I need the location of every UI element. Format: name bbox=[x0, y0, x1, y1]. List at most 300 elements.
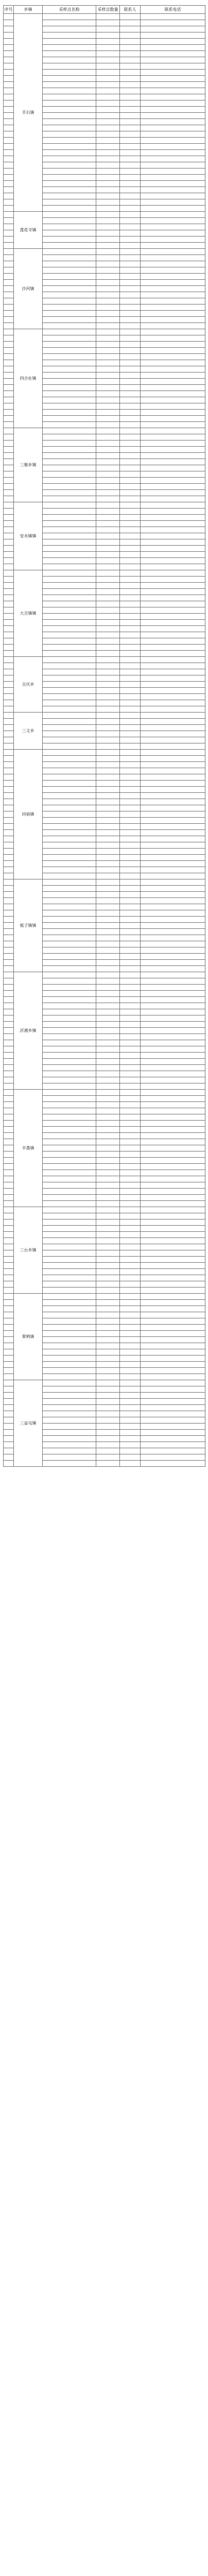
site-count-cell bbox=[96, 1034, 120, 1040]
phone-cell bbox=[141, 1127, 205, 1133]
row-index-cell bbox=[4, 1386, 14, 1393]
town-cell: 吉庆乡 bbox=[14, 657, 43, 713]
phone-cell bbox=[141, 570, 205, 577]
contact-cell bbox=[120, 793, 141, 799]
contact-cell bbox=[120, 1133, 141, 1139]
phone-cell bbox=[141, 230, 205, 236]
site-count-cell bbox=[96, 799, 120, 805]
table-row bbox=[4, 212, 205, 218]
phone-cell bbox=[141, 478, 205, 484]
site-count-cell bbox=[96, 879, 120, 886]
phone-cell bbox=[141, 379, 205, 385]
site-count-cell bbox=[96, 317, 120, 323]
phone-cell bbox=[141, 1331, 205, 1337]
site-name-cell bbox=[43, 206, 96, 212]
row-index-cell bbox=[4, 805, 14, 811]
site-name-cell bbox=[43, 434, 96, 440]
phone-cell bbox=[141, 1430, 205, 1436]
contact-cell bbox=[120, 620, 141, 626]
site-count-cell bbox=[96, 1121, 120, 1127]
site-count-cell bbox=[96, 1454, 120, 1461]
site-count-cell bbox=[96, 533, 120, 539]
site-name-cell bbox=[43, 713, 96, 719]
site-name-cell bbox=[43, 280, 96, 286]
phone-cell bbox=[141, 904, 205, 910]
contact-cell bbox=[120, 1170, 141, 1176]
site-name-cell bbox=[43, 317, 96, 323]
row-index-cell bbox=[4, 539, 14, 546]
site-count-cell bbox=[96, 1219, 120, 1226]
phone-cell bbox=[141, 496, 205, 502]
contact-cell bbox=[120, 577, 141, 583]
site-name-cell bbox=[43, 706, 96, 713]
row-index-cell bbox=[4, 700, 14, 706]
phone-cell bbox=[141, 978, 205, 985]
phone-cell bbox=[141, 700, 205, 706]
contact-cell bbox=[120, 632, 141, 638]
row-index-cell bbox=[4, 360, 14, 366]
site-count-cell bbox=[96, 997, 120, 1003]
site-count-cell bbox=[96, 465, 120, 471]
site-count-cell bbox=[96, 1294, 120, 1300]
site-name-cell bbox=[43, 799, 96, 805]
row-index-cell bbox=[4, 1300, 14, 1306]
contact-cell bbox=[120, 892, 141, 898]
site-count-cell bbox=[96, 236, 120, 243]
contact-cell bbox=[120, 39, 141, 45]
contact-cell bbox=[120, 1059, 141, 1065]
site-count-cell bbox=[96, 131, 120, 138]
phone-cell bbox=[141, 935, 205, 941]
row-index-cell bbox=[4, 335, 14, 342]
phone-cell bbox=[141, 552, 205, 558]
phone-cell bbox=[141, 799, 205, 805]
phone-cell bbox=[141, 601, 205, 607]
contact-cell bbox=[120, 787, 141, 793]
contact-cell bbox=[120, 762, 141, 768]
row-index-cell bbox=[4, 1417, 14, 1423]
site-name-cell bbox=[43, 849, 96, 855]
site-count-cell bbox=[96, 366, 120, 372]
site-name-cell bbox=[43, 175, 96, 181]
row-index-cell bbox=[4, 20, 14, 26]
phone-cell bbox=[141, 688, 205, 694]
phone-cell bbox=[141, 125, 205, 131]
site-name-cell bbox=[43, 811, 96, 818]
contact-cell bbox=[120, 830, 141, 836]
site-name-cell bbox=[43, 1213, 96, 1219]
site-count-cell bbox=[96, 1176, 120, 1182]
contact-cell bbox=[120, 694, 141, 700]
site-name-cell bbox=[43, 836, 96, 842]
table-row bbox=[4, 879, 205, 886]
site-count-cell bbox=[96, 972, 120, 978]
row-index-cell bbox=[4, 546, 14, 552]
contact-cell bbox=[120, 416, 141, 422]
site-name-cell bbox=[43, 199, 96, 206]
row-index-cell bbox=[4, 960, 14, 966]
phone-cell bbox=[141, 1102, 205, 1108]
contact-cell bbox=[120, 1423, 141, 1430]
site-name-cell bbox=[43, 447, 96, 453]
site-count-cell bbox=[96, 1083, 120, 1090]
row-index-cell bbox=[4, 1448, 14, 1454]
site-count-cell bbox=[96, 416, 120, 422]
phone-cell bbox=[141, 1238, 205, 1244]
contact-cell bbox=[120, 682, 141, 688]
site-count-cell bbox=[96, 1151, 120, 1158]
site-name-cell bbox=[43, 787, 96, 793]
contact-cell bbox=[120, 1306, 141, 1312]
site-count-cell bbox=[96, 1380, 120, 1386]
contact-cell bbox=[120, 162, 141, 168]
site-name-cell bbox=[43, 403, 96, 410]
contact-cell bbox=[120, 428, 141, 434]
site-count-cell bbox=[96, 372, 120, 379]
contact-cell bbox=[120, 1343, 141, 1349]
contact-cell bbox=[120, 533, 141, 539]
phone-cell bbox=[141, 1393, 205, 1399]
site-name-cell bbox=[43, 1065, 96, 1071]
contact-cell bbox=[120, 756, 141, 762]
row-index-cell bbox=[4, 1046, 14, 1053]
site-name-cell bbox=[43, 440, 96, 447]
row-index-cell bbox=[4, 509, 14, 515]
site-count-cell bbox=[96, 261, 120, 267]
site-name-cell bbox=[43, 459, 96, 465]
contact-cell bbox=[120, 1337, 141, 1343]
phone-cell bbox=[141, 527, 205, 533]
row-index-cell bbox=[4, 1127, 14, 1133]
phone-cell bbox=[141, 1170, 205, 1176]
site-name-cell bbox=[43, 465, 96, 471]
site-name-cell bbox=[43, 1417, 96, 1423]
contact-cell bbox=[120, 447, 141, 453]
row-index-cell bbox=[4, 1003, 14, 1009]
site-name-cell bbox=[43, 1257, 96, 1263]
town-cell: 三聚乡镇 bbox=[14, 428, 43, 502]
row-index-cell bbox=[4, 243, 14, 249]
phone-cell bbox=[141, 440, 205, 447]
row-index-cell bbox=[4, 1090, 14, 1096]
site-count-cell bbox=[96, 1158, 120, 1164]
site-count-cell bbox=[96, 743, 120, 750]
contact-cell bbox=[120, 348, 141, 354]
row-index-cell bbox=[4, 1269, 14, 1275]
phone-cell bbox=[141, 595, 205, 601]
town-cell: 三台乡镇 bbox=[14, 1207, 43, 1294]
site-name-cell bbox=[43, 379, 96, 385]
row-index-cell bbox=[4, 1226, 14, 1232]
site-count-cell bbox=[96, 719, 120, 725]
phone-cell bbox=[141, 1349, 205, 1355]
row-index-cell bbox=[4, 1454, 14, 1461]
phone-cell bbox=[141, 521, 205, 527]
row-index-cell bbox=[4, 1318, 14, 1325]
phone-cell bbox=[141, 997, 205, 1003]
phone-cell bbox=[141, 335, 205, 342]
row-index-cell bbox=[4, 750, 14, 756]
site-name-cell bbox=[43, 113, 96, 119]
row-index-cell bbox=[4, 1170, 14, 1176]
phone-cell bbox=[141, 261, 205, 267]
site-count-cell bbox=[96, 1417, 120, 1423]
row-index-cell bbox=[4, 1275, 14, 1281]
row-index-cell bbox=[4, 63, 14, 70]
contact-cell bbox=[120, 125, 141, 131]
site-name-cell bbox=[43, 1028, 96, 1034]
phone-cell bbox=[141, 558, 205, 564]
site-count-cell bbox=[96, 805, 120, 811]
phone-cell bbox=[141, 63, 205, 70]
site-name-cell bbox=[43, 224, 96, 230]
phone-cell bbox=[141, 737, 205, 743]
site-count-cell bbox=[96, 663, 120, 669]
phone-cell bbox=[141, 1411, 205, 1417]
site-count-cell bbox=[96, 632, 120, 638]
phone-cell bbox=[141, 632, 205, 638]
row-index-cell bbox=[4, 1250, 14, 1257]
site-name-cell bbox=[43, 1195, 96, 1201]
phone-cell bbox=[141, 1226, 205, 1232]
row-index-cell bbox=[4, 978, 14, 985]
row-index-cell bbox=[4, 391, 14, 397]
site-count-cell bbox=[96, 32, 120, 39]
site-count-cell bbox=[96, 570, 120, 577]
phone-cell bbox=[141, 1028, 205, 1034]
contact-cell bbox=[120, 1393, 141, 1399]
row-index-cell bbox=[4, 929, 14, 935]
contact-cell bbox=[120, 1182, 141, 1189]
site-name-cell bbox=[43, 1133, 96, 1139]
phone-cell bbox=[141, 342, 205, 348]
site-name-cell bbox=[43, 756, 96, 762]
site-name-cell bbox=[43, 1386, 96, 1393]
row-index-cell bbox=[4, 478, 14, 484]
site-name-cell bbox=[43, 805, 96, 811]
site-count-cell bbox=[96, 125, 120, 131]
site-count-cell bbox=[96, 323, 120, 329]
row-index-cell bbox=[4, 397, 14, 403]
site-name-cell bbox=[43, 1158, 96, 1164]
town-cell: 翠鸦镇 bbox=[14, 1294, 43, 1380]
phone-cell bbox=[141, 131, 205, 138]
phone-cell bbox=[141, 836, 205, 842]
phone-cell bbox=[141, 1046, 205, 1053]
row-index-cell bbox=[4, 1281, 14, 1287]
row-index-cell bbox=[4, 175, 14, 181]
site-count-cell bbox=[96, 1368, 120, 1374]
contact-cell bbox=[120, 57, 141, 63]
row-index-cell bbox=[4, 1213, 14, 1219]
contact-cell bbox=[120, 1102, 141, 1108]
row-index-cell bbox=[4, 1312, 14, 1318]
site-count-cell bbox=[96, 20, 120, 26]
row-index-cell bbox=[4, 1263, 14, 1269]
contact-cell bbox=[120, 1448, 141, 1454]
row-index-cell bbox=[4, 1151, 14, 1158]
row-index-cell bbox=[4, 70, 14, 76]
contact-cell bbox=[120, 589, 141, 595]
site-name-cell bbox=[43, 1151, 96, 1158]
site-count-cell bbox=[96, 422, 120, 428]
row-index-cell bbox=[4, 1083, 14, 1090]
site-name-cell bbox=[43, 700, 96, 706]
row-index-cell bbox=[4, 144, 14, 150]
site-name-cell bbox=[43, 428, 96, 434]
contact-cell bbox=[120, 410, 141, 416]
contact-cell bbox=[120, 391, 141, 397]
site-name-cell bbox=[43, 1201, 96, 1207]
row-index-cell bbox=[4, 76, 14, 82]
phone-cell bbox=[141, 546, 205, 552]
site-count-cell bbox=[96, 589, 120, 595]
row-index-cell bbox=[4, 168, 14, 175]
row-index-cell bbox=[4, 1232, 14, 1238]
phone-cell bbox=[141, 985, 205, 991]
contact-cell bbox=[120, 923, 141, 929]
row-index-cell bbox=[4, 490, 14, 496]
contact-cell bbox=[120, 1009, 141, 1015]
row-index-cell bbox=[4, 1195, 14, 1201]
contact-cell bbox=[120, 917, 141, 923]
phone-cell bbox=[141, 954, 205, 960]
row-index-cell bbox=[4, 45, 14, 51]
phone-cell bbox=[141, 781, 205, 787]
row-index-cell bbox=[4, 249, 14, 255]
site-count-cell bbox=[96, 781, 120, 787]
site-name-cell bbox=[43, 292, 96, 298]
phone-cell bbox=[141, 162, 205, 168]
contact-cell bbox=[120, 175, 141, 181]
phone-cell bbox=[141, 879, 205, 886]
site-count-cell bbox=[96, 1226, 120, 1232]
site-count-cell bbox=[96, 1423, 120, 1430]
site-count-cell bbox=[96, 162, 120, 168]
site-count-cell bbox=[96, 991, 120, 997]
phone-cell bbox=[141, 372, 205, 379]
row-index-cell bbox=[4, 1461, 14, 1467]
contact-cell bbox=[120, 1362, 141, 1368]
phone-cell bbox=[141, 731, 205, 737]
site-name-cell bbox=[43, 552, 96, 558]
site-count-cell bbox=[96, 1374, 120, 1380]
site-count-cell bbox=[96, 756, 120, 762]
row-index-cell bbox=[4, 311, 14, 317]
phone-cell bbox=[141, 768, 205, 774]
site-count-cell bbox=[96, 1306, 120, 1312]
phone-cell bbox=[141, 175, 205, 181]
site-count-cell bbox=[96, 1053, 120, 1059]
phone-cell bbox=[141, 1448, 205, 1454]
contact-cell bbox=[120, 1096, 141, 1102]
phone-cell bbox=[141, 1306, 205, 1312]
site-count-cell bbox=[96, 1046, 120, 1053]
site-name-cell bbox=[43, 119, 96, 125]
site-name-cell bbox=[43, 88, 96, 94]
site-count-cell bbox=[96, 1442, 120, 1448]
contact-cell bbox=[120, 1294, 141, 1300]
site-name-cell bbox=[43, 249, 96, 255]
contact-cell bbox=[120, 941, 141, 947]
row-index-cell bbox=[4, 836, 14, 842]
site-count-cell bbox=[96, 243, 120, 249]
row-index-cell bbox=[4, 1139, 14, 1145]
row-index-cell bbox=[4, 1009, 14, 1015]
site-count-cell bbox=[96, 1318, 120, 1325]
row-index-cell bbox=[4, 675, 14, 682]
column-header-town: 乡镇 bbox=[14, 6, 43, 14]
site-name-cell bbox=[43, 1442, 96, 1448]
row-index-cell bbox=[4, 651, 14, 657]
phone-cell bbox=[141, 725, 205, 731]
row-index-cell bbox=[4, 1380, 14, 1386]
row-index-cell bbox=[4, 107, 14, 113]
phone-cell bbox=[141, 193, 205, 199]
site-name-cell bbox=[43, 1275, 96, 1281]
contact-cell bbox=[120, 311, 141, 317]
contact-cell bbox=[120, 1454, 141, 1461]
site-count-cell bbox=[96, 682, 120, 688]
phone-cell bbox=[141, 960, 205, 966]
row-index-cell bbox=[4, 1207, 14, 1213]
site-name-cell bbox=[43, 1046, 96, 1053]
contact-cell bbox=[120, 224, 141, 230]
row-index-cell bbox=[4, 1219, 14, 1226]
site-count-cell bbox=[96, 1393, 120, 1399]
contact-cell bbox=[120, 1022, 141, 1028]
site-name-cell bbox=[43, 1238, 96, 1244]
site-count-cell bbox=[96, 88, 120, 94]
site-count-cell bbox=[96, 762, 120, 768]
row-index-cell bbox=[4, 138, 14, 144]
site-count-cell bbox=[96, 490, 120, 496]
row-index-cell bbox=[4, 1374, 14, 1380]
contact-cell bbox=[120, 45, 141, 51]
site-count-cell bbox=[96, 651, 120, 657]
contact-cell bbox=[120, 144, 141, 150]
site-name-cell bbox=[43, 558, 96, 564]
contact-cell bbox=[120, 564, 141, 570]
site-name-cell bbox=[43, 1436, 96, 1442]
site-name-cell bbox=[43, 193, 96, 199]
town-cell: 安水镇镇 bbox=[14, 502, 43, 570]
contact-cell bbox=[120, 997, 141, 1003]
row-index-cell bbox=[4, 1244, 14, 1250]
site-count-cell bbox=[96, 410, 120, 416]
row-index-cell bbox=[4, 842, 14, 849]
table-row bbox=[4, 750, 205, 756]
site-count-cell bbox=[96, 1170, 120, 1176]
row-index-cell bbox=[4, 329, 14, 335]
site-count-cell bbox=[96, 360, 120, 366]
row-index-cell bbox=[4, 521, 14, 527]
site-name-cell bbox=[43, 1071, 96, 1077]
contact-cell bbox=[120, 509, 141, 515]
contact-cell bbox=[120, 1436, 141, 1442]
contact-cell bbox=[120, 818, 141, 824]
site-count-cell bbox=[96, 886, 120, 892]
row-index-cell bbox=[4, 564, 14, 570]
town-cell: 四合社镇 bbox=[14, 329, 43, 428]
row-index-cell bbox=[4, 787, 14, 793]
phone-cell bbox=[141, 94, 205, 100]
row-index-cell bbox=[4, 224, 14, 230]
site-count-cell bbox=[96, 175, 120, 181]
contact-cell bbox=[120, 1158, 141, 1164]
contact-cell bbox=[120, 583, 141, 589]
phone-cell bbox=[141, 1355, 205, 1362]
